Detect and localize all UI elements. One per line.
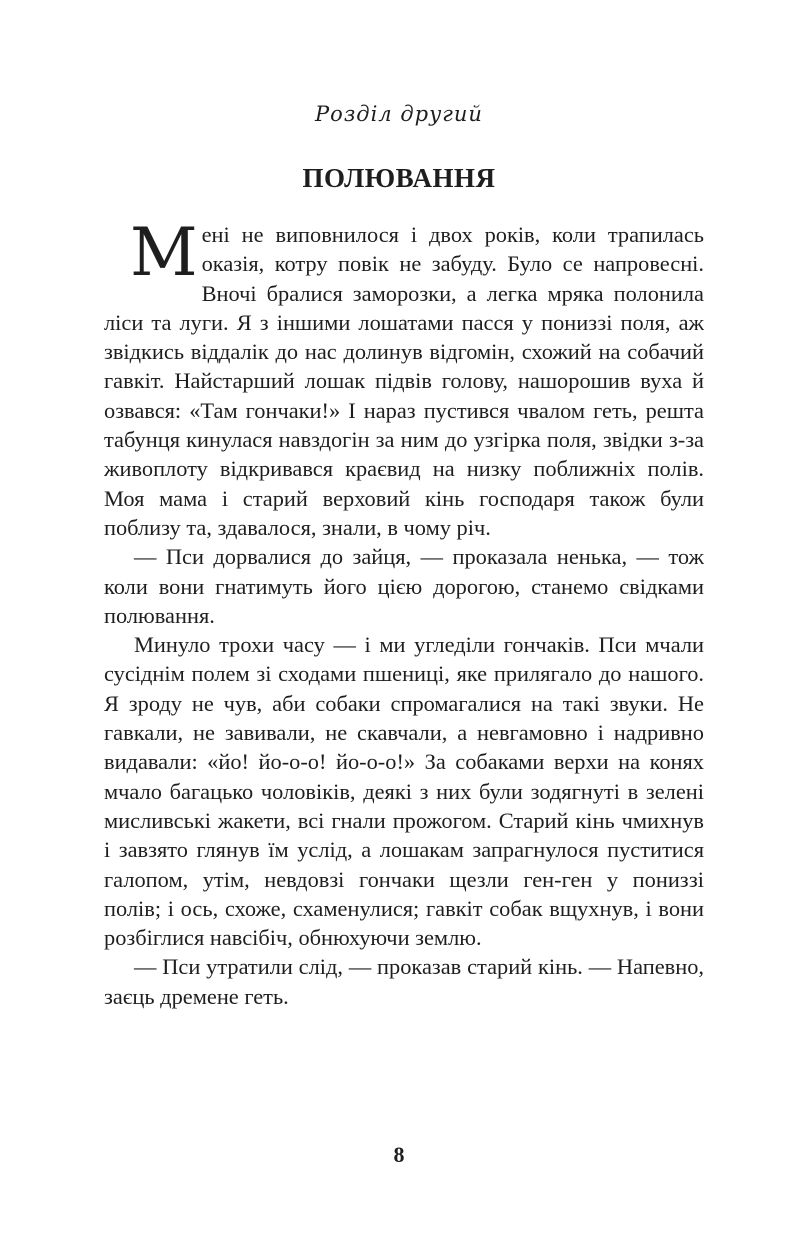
chapter-label: Розділ другий	[315, 102, 483, 126]
paragraph-1	[104, 214, 704, 542]
chapter-body	[104, 214, 704, 1011]
paragraph-1-text: ені не виповнилося і двох років, коли трапилась оказія, котру повік не забуду. Було се напровесні. Вночі бралися заморозки, а легка мряка полонила ліси та луги. Я з іншими лошатами пасся у пониззі поля, аж звідкись віддалік до нас долинув відгомін, схожий на собачий гавкіт. Найстарший лошак підвів голову, нашорошив вуха й озвався: «Там гончаки!» І нараз пустився чвалом геть, решта табунця кинулася навздогін за ним до узгірка поля, звідки з-за живоплоту відкривався краєвид на низку поближніх полів. Моя мама і старий верховий кінь господаря також були поблизу та, здавалося, знали, в чому річ.	[104, 222, 704, 540]
paragraph-3: Минуло трохи часу — і ми угледіли гончаків. Пси мчали сусіднім полем зі сходами пшениці, яке прилягало до нашого. Я зроду не чув, аби собаки спромагалися на такі звуки. Не гавкали, не завивали, не скавчали, а невгамовно і надривно видавали: «йо! йо-о-о! йо-о-о!» За собаками верхи на конях мчало багацько чоловіків, деякі з них були зодягнуті в зелені мисливські жакети, всі гнали прожогом. Старий кінь чмихнув і завзято глянув їм услід, а лошакам запрагнулося пуститися галопом, утім, невдовзі гончаки щезли ген-ген у пониззі полів; і ось, схоже, схаменулися; гавкіт собак вщухнув, і вони розбіглися навсібіч, обнюхуючи землю.	[104, 632, 704, 951]
page-number: 8	[393, 1142, 405, 1167]
paragraph-4: — Пси утратили слід, — проказав старий кінь. — Напевно, заєць дремене геть.	[104, 954, 704, 1009]
paragraph-2: — Пси дорвалися до зайця, — проказала ненька, — тож коли вони гнатимуть його цією дорогою, станемо свідками полювання.	[104, 544, 704, 628]
chapter-title: ПОЛЮВАННЯ	[302, 163, 496, 193]
drop-cap: М	[130, 214, 198, 291]
